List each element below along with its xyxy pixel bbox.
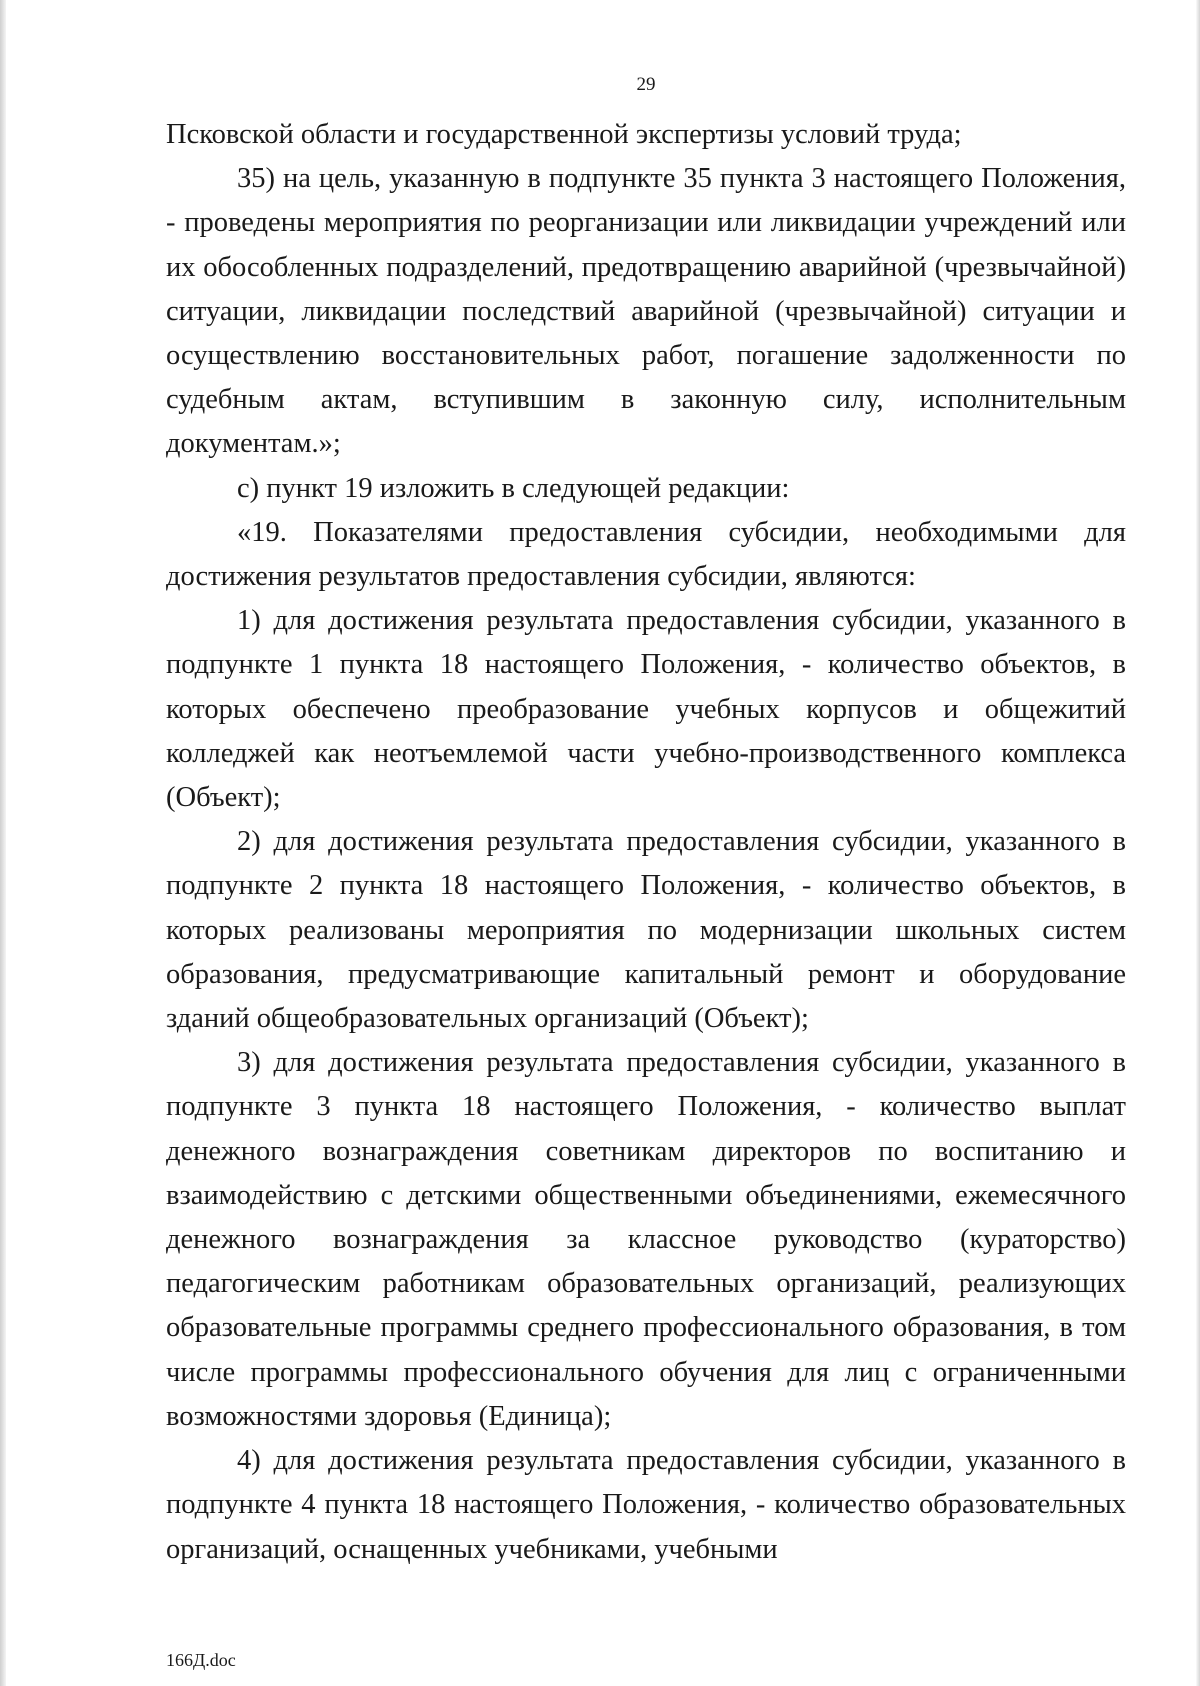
paragraph-amendment-c: с) пункт 19 изложить в следующей редакции: bbox=[237, 472, 790, 504]
page-number: 29 bbox=[636, 74, 656, 95]
document-body bbox=[166, 113, 1126, 1572]
scan-edge-right bbox=[1196, 0, 1200, 1686]
paragraph-indicator-3: 3) для достижения результата предоставления субсидии, указанного в подпункте 3 пункта 18 настоящего Положения, - количество выплат денежного вознаграждения советникам директоров по воспитанию и взаимодействию с детскими общественными объединениями, ежемесячного денежного вознаграждения за классное руководство (кураторство) педагогическим работникам образовательных организаций, реализующих образовательные программы среднего профессионального образования, в том числе программы профессионального обучения для лиц с ограниченными возможностями здоровья (Единица); bbox=[166, 1047, 1126, 1432]
paragraph-indicator-2: 2) для достижения результата предоставления субсидии, указанного в подпункте 2 пункта 18 настоящего Положения, - количество объектов, в которых реализованы мероприятия по модернизации школьных систем образования, предусматривающие капитальный ремонт и оборудование зданий общеобразовательных организаций (Объект); bbox=[166, 826, 1126, 1035]
paragraph-indicator-4: 4) для достижения результата предоставления субсидии, указанного в подпункте 4 пункта 18 настоящего Положения, - количество образовательных организаций, оснащенных учебниками, учебными bbox=[166, 1445, 1126, 1565]
paragraph-indicator-1: 1) для достижения результата предоставления субсидии, указанного в подпункте 1 пункта 18 настоящего Положения, - количество объектов, в которых обеспечено преобразование учебных корпусов и общежитий колледжей как неотъемлемой части учебно-производственного комплекса (Объект); bbox=[166, 605, 1126, 814]
paragraph-continuation: Псковской области и государственной экспертизы условий труда; bbox=[166, 119, 962, 150]
footer-file-name: 166Д.doc bbox=[166, 1650, 236, 1670]
paragraph-point-19: «19. Показателями предоставления субсидии, необходимыми для достижения результатов предоставления субсидии, являются: bbox=[166, 516, 1126, 593]
scan-edge-left bbox=[0, 0, 6, 1686]
paragraph-item-35: 35) на цель, указанную в подпункте 35 пункта 3 настоящего Положения, - проведены мероприятия по реорганизации или ликвидации учреждений или их обособленных подразделений, предотвращению аварийной (чрезвычайной) ситуации, ликвидации последствий аварийной (чрезвычайной) ситуации и осуществлению восстановительных работ, погашение задолженности по судебным актам, вступившим в законную силу, исполнительным документам.»; bbox=[166, 163, 1126, 460]
